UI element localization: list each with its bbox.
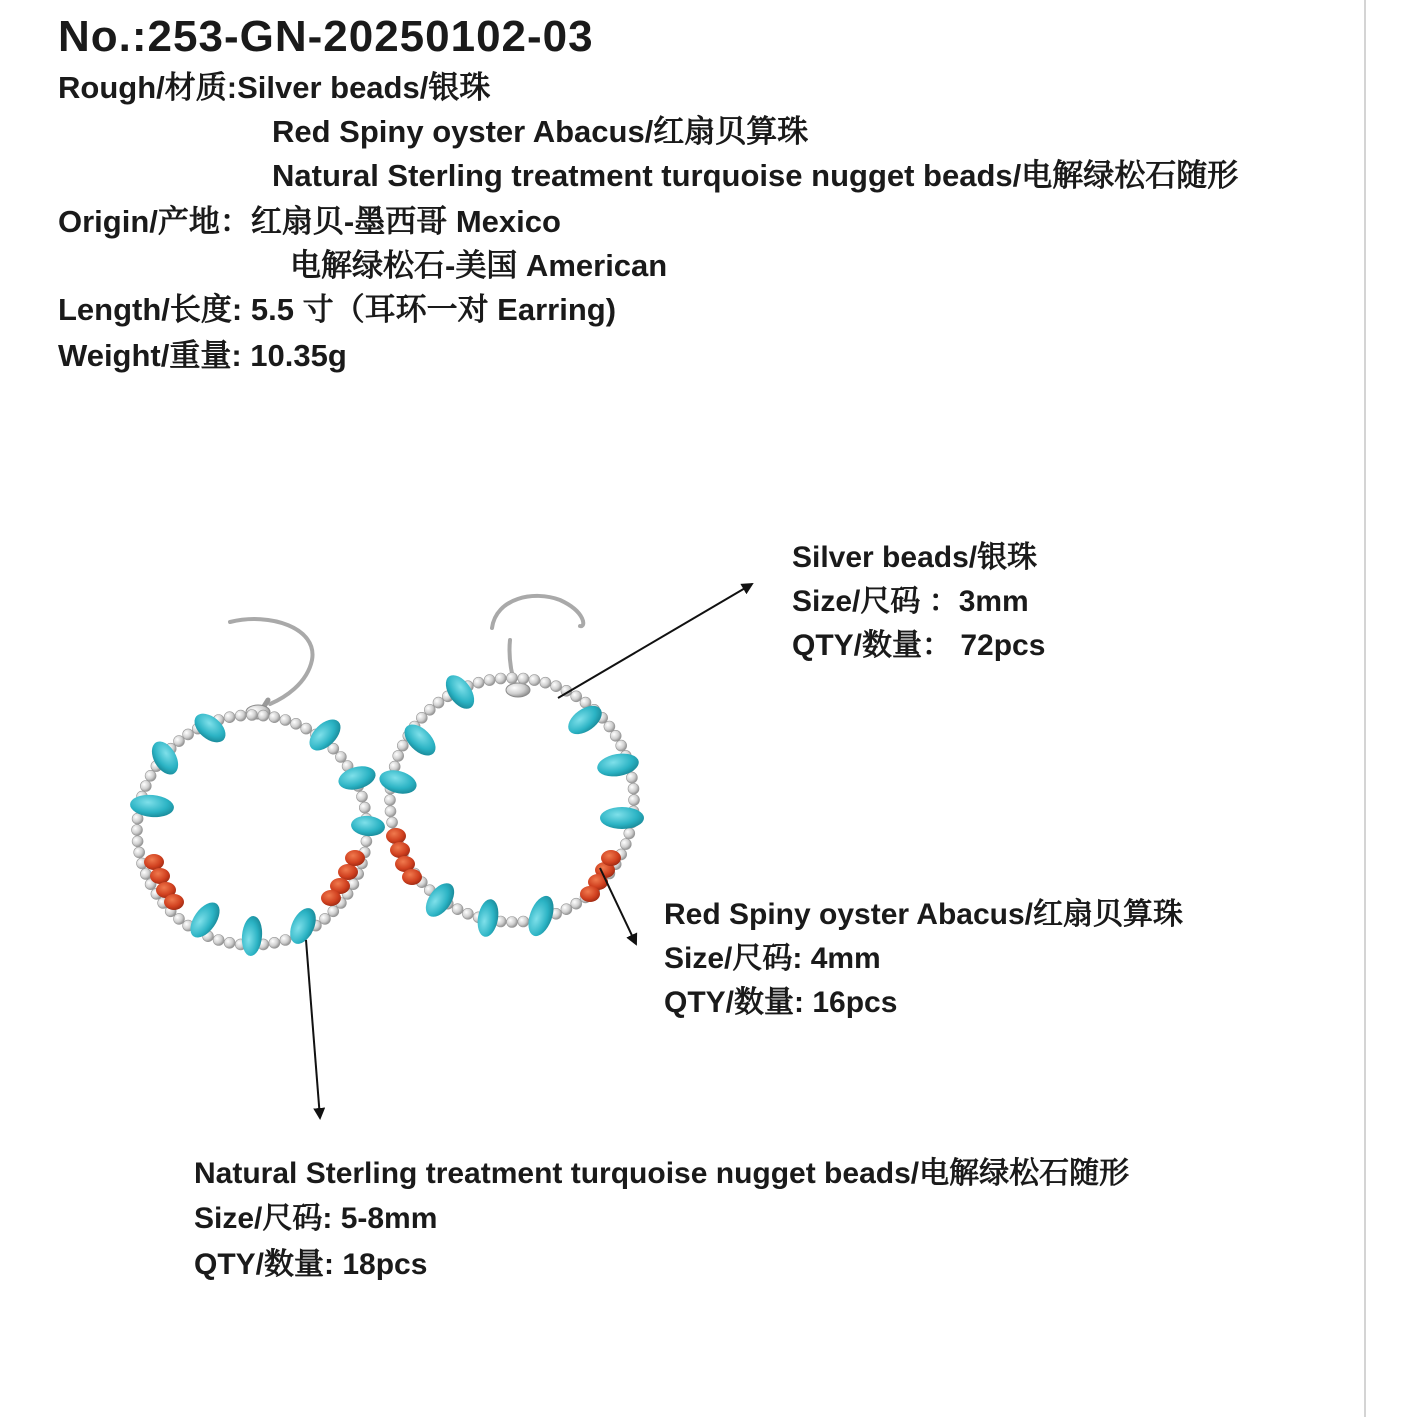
- silver-bead: [247, 710, 258, 721]
- silver-bead: [507, 673, 518, 684]
- silver-bead: [328, 906, 339, 917]
- red-bead: [338, 864, 358, 880]
- silver-bead: [518, 916, 529, 927]
- silver-bead: [424, 704, 435, 715]
- product-number: No.:253-GN-20250102-03: [58, 12, 594, 61]
- silver-bead: [540, 677, 551, 688]
- silver-bead: [416, 712, 427, 723]
- silver-callout-arrow: [558, 584, 752, 698]
- red-bead: [601, 850, 621, 866]
- silver-bead: [224, 712, 235, 723]
- silver-bead: [628, 783, 639, 794]
- turquoise-nugget: [350, 815, 386, 838]
- silver-bead: [385, 806, 396, 817]
- silver-bead: [462, 908, 473, 919]
- silver-bead: [357, 791, 368, 802]
- turquoise-nugget: [475, 898, 501, 939]
- turquoise-nugget: [377, 766, 419, 797]
- silver-bead: [385, 795, 396, 806]
- silver-callout-name: Silver beads/银珠: [792, 541, 1038, 574]
- red-callout-name: Red Spiny oyster Abacus/红扇贝算珠: [664, 898, 1183, 931]
- silver-bead: [291, 718, 302, 729]
- red-bead: [580, 886, 600, 902]
- silver-bead: [495, 673, 506, 684]
- origin-turquoise-line: 电解绿松石-美国 American: [290, 248, 668, 283]
- silver-bead: [507, 917, 518, 928]
- silver-bead: [320, 913, 331, 924]
- red-bead: [164, 894, 184, 910]
- silver-bead: [624, 828, 635, 839]
- silver-bead: [452, 904, 463, 915]
- silver-bead: [551, 681, 562, 692]
- silver-bead: [473, 677, 484, 688]
- turquoise-callout-size: Size/尺码: 5-8mm: [194, 1202, 438, 1235]
- silver-bead: [174, 736, 185, 747]
- red-callout-qty: QTY/数量: 16pcs: [664, 986, 898, 1019]
- silver-bead: [174, 913, 185, 924]
- silver-bead: [269, 937, 280, 948]
- rough-material-turquoise-line: Natural Sterling treatment turquoise nugget beads/电解绿松石随形: [272, 158, 1239, 193]
- silver-bead: [629, 795, 640, 806]
- silver-callout-qty: QTY/数量： 72pcs: [792, 629, 1046, 662]
- silver-bead: [335, 752, 346, 763]
- right-red-beads: [386, 828, 621, 902]
- right-ear-hook: [492, 596, 583, 688]
- silver-bead: [359, 802, 370, 813]
- origin-line: Origin/产地：红扇贝-墨西哥 Mexico: [58, 204, 561, 239]
- silver-bead: [387, 817, 398, 828]
- silver-bead: [393, 750, 404, 761]
- rough-material-red-line: Red Spiny oyster Abacus/红扇贝算珠: [272, 114, 809, 149]
- silver-bead: [604, 721, 615, 732]
- silver-bead: [518, 673, 529, 684]
- silver-bead: [484, 675, 495, 686]
- silver-bead: [616, 740, 627, 751]
- silver-bead: [610, 730, 621, 741]
- turquoise-callout-name: Natural Sterling treatment turquoise nugget beads/电解绿松石随形: [194, 1157, 1130, 1190]
- red-bead: [402, 869, 422, 885]
- silver-bead: [620, 839, 631, 850]
- silver-bead: [397, 740, 408, 751]
- red-bead: [386, 828, 406, 844]
- turquoise-nugget: [240, 915, 263, 957]
- red-bead: [150, 868, 170, 884]
- right-earring: [377, 596, 644, 940]
- silver-bead: [280, 715, 291, 726]
- silver-bead: [140, 781, 151, 792]
- left-ear-hook: [230, 619, 313, 704]
- left-turquoise-beads: [129, 708, 386, 957]
- silver-bead: [433, 697, 444, 708]
- silver-callout-size: Size/尺码 ：3mm: [792, 585, 1029, 618]
- silver-bead: [571, 691, 582, 702]
- silver-bead: [213, 935, 224, 946]
- silver-bead: [132, 825, 143, 836]
- silver-bead: [224, 937, 235, 948]
- right-turquoise-beads: [377, 670, 644, 939]
- right-clasp: [506, 683, 530, 697]
- silver-bead: [529, 675, 540, 686]
- silver-bead: [361, 836, 372, 847]
- silver-bead: [235, 710, 246, 721]
- turquoise-nugget: [600, 807, 644, 829]
- silver-bead: [269, 712, 280, 723]
- red-bead: [390, 842, 410, 858]
- length-line: Length/长度: 5.5 寸（耳环一对 Earring): [58, 292, 617, 327]
- silver-bead: [280, 935, 291, 946]
- turquoise-callout-arrow: [306, 940, 320, 1118]
- rough-material-line: Rough/材质:Silver beads/银珠: [58, 70, 491, 105]
- red-callout-size: Size/尺码: 4mm: [664, 942, 881, 975]
- weight-line: Weight/重量: 10.35g: [58, 338, 347, 373]
- red-bead: [321, 890, 341, 906]
- red-bead: [345, 850, 365, 866]
- red-bead: [144, 854, 164, 870]
- silver-bead: [561, 904, 572, 915]
- silver-bead: [571, 898, 582, 909]
- silver-bead: [258, 710, 269, 721]
- silver-bead: [140, 869, 151, 880]
- silver-bead: [183, 729, 194, 740]
- left-red-beads: [144, 850, 365, 910]
- silver-bead: [132, 836, 143, 847]
- silver-bead: [301, 723, 312, 734]
- red-callout-arrow: [600, 868, 636, 944]
- silver-bead: [145, 770, 156, 781]
- left-earring: [129, 619, 386, 957]
- silver-bead: [134, 847, 145, 858]
- turquoise-callout-qty: QTY/数量: 18pcs: [194, 1248, 428, 1281]
- silver-bead: [626, 772, 637, 783]
